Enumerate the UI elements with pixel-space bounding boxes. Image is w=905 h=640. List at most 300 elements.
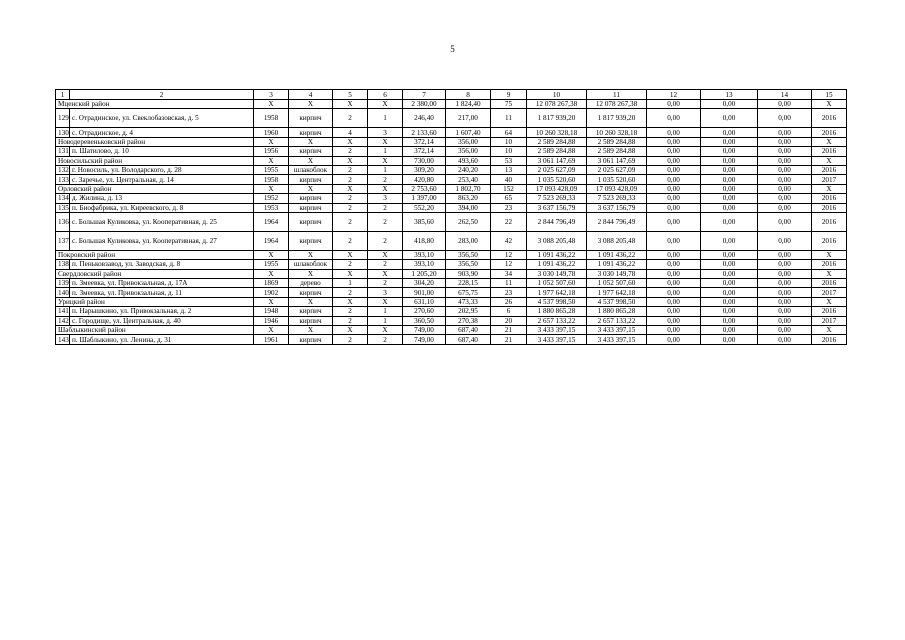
house-row [56, 260, 847, 269]
cell-c8: 356,50 [446, 260, 491, 269]
cell-c9: 23 [491, 203, 527, 212]
cell-c6: 3 [368, 128, 403, 137]
house-address: с. Городище, ул. Центральная, д. 40 [70, 316, 254, 325]
col-number: 14 [758, 90, 812, 100]
cell-c13: 0,00 [701, 297, 758, 306]
cell-c12: 0,00 [647, 165, 701, 174]
cell-c10: 1 052 507,60 [527, 279, 587, 288]
cell-c14: 0,00 [758, 165, 812, 174]
cell-c6: 3 [368, 288, 403, 297]
cell-c9: 34 [491, 269, 527, 278]
cell-c9: 6 [491, 307, 527, 316]
cell-c4: кирпич [289, 109, 333, 128]
cell-c5: X [333, 137, 368, 146]
house-address: г. Новосиль, ул. Володарского, д. 28 [70, 165, 254, 174]
cell-c14: 0,00 [758, 250, 812, 259]
cell-c5: 2 [333, 147, 368, 156]
cell-c4: кирпич [289, 307, 333, 316]
district-row [56, 250, 847, 259]
house-address: п. Пеньковзавод, ул. Заводская, д. 8 [70, 260, 254, 269]
cell-c14: 0,00 [758, 128, 812, 137]
cell-c9: 11 [491, 109, 527, 128]
cell-c3: 1948 [254, 307, 289, 316]
district-name: Свердловский район [56, 269, 254, 278]
cell-c5: 2 [333, 316, 368, 325]
cell-c11: 2 589 284,88 [587, 137, 647, 146]
cell-c12: 0,00 [647, 297, 701, 306]
cell-c8: 687,40 [446, 335, 491, 344]
cell-c7: 372,14 [403, 137, 446, 146]
cell-c6: 2 [368, 175, 403, 184]
cell-c4: кирпич [289, 288, 333, 297]
cell-c9: 21 [491, 326, 527, 335]
house-address: п. Шаблыкино, ул. Ленина, д. 31 [70, 335, 254, 344]
cell-c4: кирпич [289, 203, 333, 212]
cell-c10: 2 025 627,09 [527, 165, 587, 174]
cell-c7: 730,00 [403, 156, 446, 165]
cell-c10: 1 880 865,28 [527, 307, 587, 316]
cell-c5: 2 [333, 175, 368, 184]
cell-c4: X [289, 297, 333, 306]
cell-c7: 420,80 [403, 175, 446, 184]
col-number: 7 [403, 90, 446, 100]
cell-c12: 0,00 [647, 231, 701, 250]
cell-c4: дерево [289, 279, 333, 288]
cell-c10: 3 030 149,78 [527, 269, 587, 278]
district-row [56, 297, 847, 306]
cell-c13: 0,00 [701, 260, 758, 269]
cell-c15: 2016 [812, 260, 847, 269]
cell-c5: X [333, 156, 368, 165]
cell-c10: 1 977 642,18 [527, 288, 587, 297]
cell-c14: 0,00 [758, 137, 812, 146]
cell-c10: 1 091 436,22 [527, 260, 587, 269]
cell-c12: 0,00 [647, 288, 701, 297]
house-address: с. Отрадинское, ул. Свеклобазовская, д. 5 [70, 109, 254, 128]
house-address: с. Большая Куликовка, ул. Кооперативная, д. 27 [70, 231, 254, 250]
cell-c10: 2 589 284,88 [527, 147, 587, 156]
col-number: 5 [333, 90, 368, 100]
cell-c3: 1956 [254, 147, 289, 156]
cell-c15: 2016 [812, 307, 847, 316]
cell-c8: 217,00 [446, 109, 491, 128]
cell-c4: кирпич [289, 335, 333, 344]
row-number: 135 [56, 203, 70, 212]
cell-c9: 20 [491, 316, 527, 325]
cell-c11: 2 589 284,88 [587, 147, 647, 156]
cell-c12: 0,00 [647, 212, 701, 231]
cell-c8: 253,40 [446, 175, 491, 184]
cell-c4: кирпич [289, 147, 333, 156]
cell-c3: X [254, 269, 289, 278]
cell-c3: X [254, 297, 289, 306]
cell-c9: 21 [491, 335, 527, 344]
cell-c9: 64 [491, 128, 527, 137]
cell-c14: 0,00 [758, 335, 812, 344]
row-number: 142 [56, 316, 70, 325]
cell-c8: 863,20 [446, 194, 491, 203]
col-number: 6 [368, 90, 403, 100]
district-name: Мценский район [56, 100, 254, 109]
cell-c8: 675,75 [446, 288, 491, 297]
cell-c5: 2 [333, 307, 368, 316]
cell-c7: 372,14 [403, 147, 446, 156]
cell-c9: 12 [491, 250, 527, 259]
cell-c7: 749,00 [403, 326, 446, 335]
cell-c8: 240,20 [446, 165, 491, 174]
col-number: 12 [647, 90, 701, 100]
cell-c4: кирпич [289, 231, 333, 250]
cell-c6: X [368, 297, 403, 306]
cell-c4: X [289, 100, 333, 109]
cell-c15: X [812, 297, 847, 306]
cell-c4: шлакоблок [289, 260, 333, 269]
cell-c15: X [812, 137, 847, 146]
cell-c11: 1 880 865,28 [587, 307, 647, 316]
cell-c6: 1 [368, 316, 403, 325]
cell-c8: 270,38 [446, 316, 491, 325]
cell-c12: 0,00 [647, 279, 701, 288]
cell-c10: 7 523 269,33 [527, 194, 587, 203]
house-row [56, 212, 847, 231]
cell-c10: 3 637 156,79 [527, 203, 587, 212]
cell-c3: X [254, 137, 289, 146]
cell-c9: 22 [491, 212, 527, 231]
cell-c6: 3 [368, 194, 403, 203]
cell-c10: 1 091 436,22 [527, 250, 587, 259]
cell-c10: 2 589 284,88 [527, 137, 587, 146]
cell-c15: X [812, 326, 847, 335]
cell-c3: 1946 [254, 316, 289, 325]
row-number: 132 [56, 165, 70, 174]
cell-c7: 385,60 [403, 212, 446, 231]
house-row [56, 307, 847, 316]
cell-c11: 1 817 939,20 [587, 109, 647, 128]
cell-c14: 0,00 [758, 260, 812, 269]
cell-c11: 1 052 507,60 [587, 279, 647, 288]
cell-c12: 0,00 [647, 128, 701, 137]
cell-c12: 0,00 [647, 194, 701, 203]
house-address: п. Змеевка, ул. Привокзальная, д. 17А [70, 279, 254, 288]
cell-c9: 10 [491, 147, 527, 156]
cell-c14: 0,00 [758, 147, 812, 156]
cell-c3: 1902 [254, 288, 289, 297]
cell-c7: 246,40 [403, 109, 446, 128]
cell-c7: 393,10 [403, 250, 446, 259]
cell-c13: 0,00 [701, 288, 758, 297]
cell-c6: X [368, 156, 403, 165]
cell-c10: 4 537 998,50 [527, 297, 587, 306]
cell-c4: кирпич [289, 175, 333, 184]
cell-c5: X [333, 326, 368, 335]
cell-c13: 0,00 [701, 100, 758, 109]
col-number: 11 [587, 90, 647, 100]
cell-c9: 53 [491, 156, 527, 165]
cell-c9: 42 [491, 231, 527, 250]
cell-c12: 0,00 [647, 203, 701, 212]
cell-c8: 283,00 [446, 231, 491, 250]
cell-c15: X [812, 269, 847, 278]
cell-c6: 2 [368, 260, 403, 269]
cell-c15: 2016 [812, 203, 847, 212]
cell-c3: X [254, 156, 289, 165]
cell-c12: 0,00 [647, 184, 701, 193]
cell-c15: X [812, 184, 847, 193]
cell-c14: 0,00 [758, 297, 812, 306]
cell-c15: 2016 [812, 147, 847, 156]
cell-c5: 1 [333, 279, 368, 288]
cell-c12: 0,00 [647, 260, 701, 269]
cell-c14: 0,00 [758, 203, 812, 212]
cell-c4: X [289, 250, 333, 259]
cell-c11: 1 091 436,22 [587, 250, 647, 259]
cell-c6: 2 [368, 231, 403, 250]
house-row [56, 194, 847, 203]
cell-c7: 2 133,60 [403, 128, 446, 137]
cell-c15: 2016 [812, 194, 847, 203]
cell-c10: 2 844 796,49 [527, 212, 587, 231]
district-name: Покровский район [56, 250, 254, 259]
cell-c12: 0,00 [647, 100, 701, 109]
district-row [56, 326, 847, 335]
col-number: 4 [289, 90, 333, 100]
row-number: 138 [56, 260, 70, 269]
cell-c5: 2 [333, 165, 368, 174]
cell-c14: 0,00 [758, 269, 812, 278]
cell-c14: 0,00 [758, 175, 812, 184]
cell-c15: 2016 [812, 212, 847, 231]
row-number: 137 [56, 231, 70, 250]
cell-c9: 23 [491, 288, 527, 297]
cell-c7: 418,80 [403, 231, 446, 250]
cell-c5: 4 [333, 128, 368, 137]
cell-c6: 1 [368, 307, 403, 316]
house-row [56, 203, 847, 212]
col-number: 9 [491, 90, 527, 100]
cell-c13: 0,00 [701, 109, 758, 128]
cell-c13: 0,00 [701, 231, 758, 250]
cell-c10: 2 657 133,22 [527, 316, 587, 325]
district-row [56, 156, 847, 165]
cell-c7: 631,10 [403, 297, 446, 306]
col-number: 1 [56, 90, 70, 100]
cell-c3: X [254, 184, 289, 193]
row-number: 134 [56, 194, 70, 203]
row-number: 143 [56, 335, 70, 344]
cell-c14: 0,00 [758, 307, 812, 316]
cell-c5: 2 [333, 194, 368, 203]
cell-c13: 0,00 [701, 184, 758, 193]
cell-c11: 3 030 149,78 [587, 269, 647, 278]
cell-c3: 1955 [254, 165, 289, 174]
house-row [56, 175, 847, 184]
house-row [56, 109, 847, 128]
cell-c14: 0,00 [758, 184, 812, 193]
district-row [56, 137, 847, 146]
cell-c9: 65 [491, 194, 527, 203]
house-row [56, 316, 847, 325]
cell-c13: 0,00 [701, 147, 758, 156]
house-row [56, 288, 847, 297]
house-row [56, 279, 847, 288]
cell-c13: 0,00 [701, 194, 758, 203]
district-name: Орловский район [56, 184, 254, 193]
cell-c5: 2 [333, 212, 368, 231]
house-row [56, 165, 847, 174]
cell-c7: 270,60 [403, 307, 446, 316]
cell-c12: 0,00 [647, 307, 701, 316]
cell-c13: 0,00 [701, 316, 758, 325]
district-row [56, 100, 847, 109]
cell-c7: 309,20 [403, 165, 446, 174]
cell-c9: 75 [491, 100, 527, 109]
row-number: 129 [56, 109, 70, 128]
row-number: 140 [56, 288, 70, 297]
cell-c14: 0,00 [758, 326, 812, 335]
cell-c14: 0,00 [758, 288, 812, 297]
cell-c8: 228,15 [446, 279, 491, 288]
cell-c7: 304,20 [403, 279, 446, 288]
cell-c14: 0,00 [758, 156, 812, 165]
cell-c4: X [289, 326, 333, 335]
district-name: Новосильский район [56, 156, 254, 165]
cell-c13: 0,00 [701, 250, 758, 259]
cell-c11: 2 844 796,49 [587, 212, 647, 231]
cell-c12: 0,00 [647, 147, 701, 156]
col-number: 2 [70, 90, 254, 100]
house-address: с. Большая Куликовка, ул. Кооперативная, д. 25 [70, 212, 254, 231]
cell-c10: 1 817 939,20 [527, 109, 587, 128]
cell-c8: 356,00 [446, 137, 491, 146]
cell-c11: 12 078 267,38 [587, 100, 647, 109]
housing-table [55, 89, 847, 345]
house-address: с. Отрадинское, д. 4 [70, 128, 254, 137]
cell-c10: 17 093 428,09 [527, 184, 587, 193]
cell-c8: 1 607,40 [446, 128, 491, 137]
house-row [56, 128, 847, 137]
cell-c10: 3 433 397,15 [527, 335, 587, 344]
cell-c15: 2016 [812, 165, 847, 174]
cell-c10: 3 061 147,69 [527, 156, 587, 165]
house-address: п. Нарышкино, ул. Привокзальная, д. 2 [70, 307, 254, 316]
cell-c6: X [368, 250, 403, 259]
cell-c12: 0,00 [647, 109, 701, 128]
cell-c15: X [812, 250, 847, 259]
district-name: Новодеревеньковский район [56, 137, 254, 146]
cell-c3: X [254, 250, 289, 259]
house-address: д. Жилина, д. 13 [70, 194, 254, 203]
cell-c10: 10 260 328,18 [527, 128, 587, 137]
cell-c5: X [333, 250, 368, 259]
cell-c8: 356,00 [446, 147, 491, 156]
col-number: 8 [446, 90, 491, 100]
cell-c8: 1 824,40 [446, 100, 491, 109]
cell-c10: 3 088 205,48 [527, 231, 587, 250]
house-row [56, 231, 847, 250]
cell-c13: 0,00 [701, 165, 758, 174]
col-number: 3 [254, 90, 289, 100]
cell-c6: X [368, 184, 403, 193]
cell-c7: 1 397,00 [403, 194, 446, 203]
cell-c7: 2 753,60 [403, 184, 446, 193]
cell-c8: 394,00 [446, 203, 491, 212]
house-address: п. Биофабрика, ул. Киреевского, д. 8 [70, 203, 254, 212]
cell-c5: X [333, 269, 368, 278]
cell-c11: 3 433 397,15 [587, 326, 647, 335]
cell-c12: 0,00 [647, 326, 701, 335]
cell-c13: 0,00 [701, 326, 758, 335]
cell-c4: кирпич [289, 316, 333, 325]
cell-c6: X [368, 326, 403, 335]
cell-c5: 2 [333, 109, 368, 128]
cell-c7: 2 380,00 [403, 100, 446, 109]
cell-c4: кирпич [289, 212, 333, 231]
cell-c3: 1958 [254, 109, 289, 128]
cell-c9: 40 [491, 175, 527, 184]
cell-c4: кирпич [289, 194, 333, 203]
cell-c7: 552,20 [403, 203, 446, 212]
cell-c7: 393,10 [403, 260, 446, 269]
cell-c15: 2017 [812, 175, 847, 184]
cell-c9: 12 [491, 260, 527, 269]
cell-c15: X [812, 100, 847, 109]
cell-c12: 0,00 [647, 137, 701, 146]
cell-c9: 152 [491, 184, 527, 193]
cell-c8: 202,95 [446, 307, 491, 316]
cell-c3: 1955 [254, 260, 289, 269]
cell-c8: 687,40 [446, 326, 491, 335]
cell-c15: 2017 [812, 288, 847, 297]
cell-c6: 1 [368, 147, 403, 156]
cell-c13: 0,00 [701, 212, 758, 231]
cell-c6: 2 [368, 212, 403, 231]
cell-c12: 0,00 [647, 250, 701, 259]
cell-c13: 0,00 [701, 156, 758, 165]
cell-c8: 903,90 [446, 269, 491, 278]
cell-c7: 749,00 [403, 335, 446, 344]
cell-c14: 0,00 [758, 279, 812, 288]
row-number: 141 [56, 307, 70, 316]
cell-c13: 0,00 [701, 137, 758, 146]
col-number: 13 [701, 90, 758, 100]
cell-c11: 3 088 205,48 [587, 231, 647, 250]
house-address: п. Шатилово, д. 10 [70, 147, 254, 156]
cell-c11: 1 035 520,60 [587, 175, 647, 184]
cell-c7: 1 205,20 [403, 269, 446, 278]
cell-c9: 13 [491, 165, 527, 174]
cell-c6: 2 [368, 203, 403, 212]
cell-c5: X [333, 297, 368, 306]
cell-c15: 2016 [812, 128, 847, 137]
cell-c11: 1 977 642,18 [587, 288, 647, 297]
cell-c6: X [368, 269, 403, 278]
cell-c6: X [368, 137, 403, 146]
cell-c3: 1869 [254, 279, 289, 288]
cell-c3: 1953 [254, 203, 289, 212]
cell-c5: X [333, 100, 368, 109]
district-row [56, 184, 847, 193]
cell-c12: 0,00 [647, 335, 701, 344]
cell-c6: 2 [368, 279, 403, 288]
cell-c7: 901,00 [403, 288, 446, 297]
cell-c3: 1964 [254, 212, 289, 231]
cell-c11: 10 260 328,18 [587, 128, 647, 137]
cell-c13: 0,00 [701, 203, 758, 212]
cell-c12: 0,00 [647, 316, 701, 325]
cell-c10: 3 433 397,15 [527, 326, 587, 335]
cell-c5: 2 [333, 335, 368, 344]
cell-c15: 2016 [812, 109, 847, 128]
